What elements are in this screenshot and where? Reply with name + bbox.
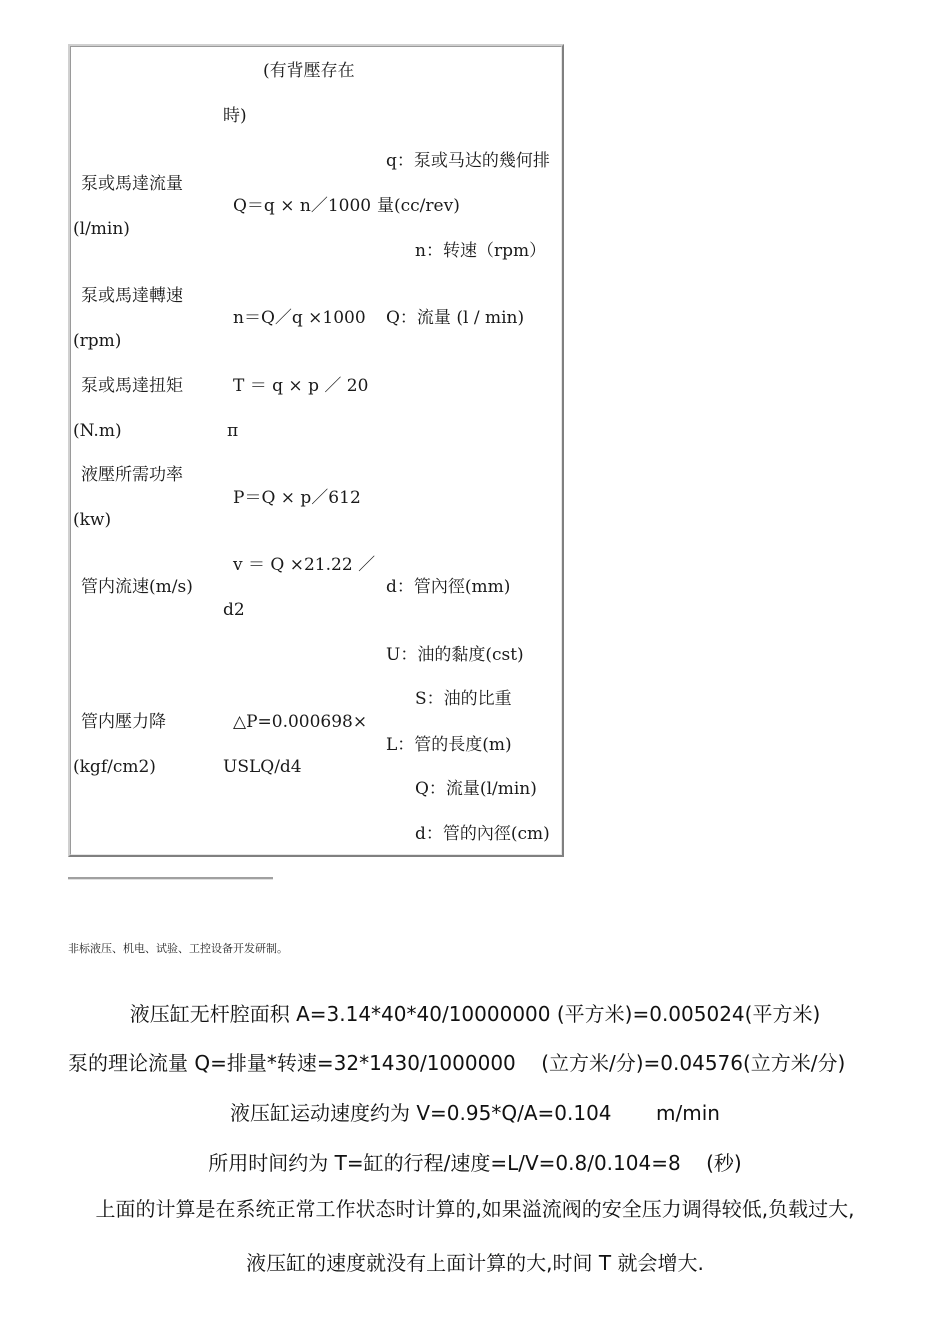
formula-table [68,44,564,857]
row-torque-name-line-2: (N.m) [73,421,122,441]
row-velocity-formula-line-1: v ＝ Q ×21.22 ／ [233,555,376,575]
horizontal-divider [68,877,273,880]
row-speed-name-line-1: 泵或馬達轉速 [81,286,183,306]
row-power-name-line-1: 液壓所需功率 [81,465,183,485]
row-torque-formula-line-1: T ＝ q × p ／ 20 [233,376,369,396]
row-pressure-drop-name-line-1: 管内壓力降 [81,712,166,732]
row-flow-note-3: n：转速（rpm） [415,241,547,261]
row-pressure-drop-note-3: L：管的長度(m) [386,735,512,755]
row-speed-name-line-2: (rpm) [73,331,122,351]
row-flow-formula: Q＝q × n／1000 [233,196,372,216]
calc-line-pump-flow: 泵的理论流量 Q=排量*转速=32*1430/1000000 (立方米/分)=0.04576(立方米/分) [68,1051,846,1075]
header-line-2: 時) [223,106,247,126]
row-power-formula: P＝Q × p／612 [233,488,361,508]
row-power-name-line-2: (kw) [73,510,112,530]
calc-line-area: 液压缸无杆腔面积 A=3.14*40*40/10000000 (平方米)=0.005024(平方米) [129,1002,821,1026]
row-flow-note-2: 量(cc/rev) [377,196,460,216]
row-torque-name-line-1: 泵或馬達扭矩 [81,376,183,396]
row-pressure-drop-name-line-2: (kgf/cm2) [73,757,156,777]
row-pressure-drop-formula-line-1: △P=0.000698× [233,712,368,732]
row-torque-formula-line-2: π [227,421,239,441]
calc-line-note-1: 上面的计算是在系统正常工作状态时计算的,如果溢流阀的安全压力调得较低,负载过大, [95,1197,855,1221]
calc-line-time: 所用时间约为 T=缸的行程/速度=L/V=0.8/0.104=8 (秒) [208,1151,742,1175]
calc-line-velocity: 液压缸运动速度约为 V=0.95*Q/A=0.104 m/min [230,1101,720,1125]
row-flow-name-line-1: 泵或馬達流量 [81,174,183,194]
row-velocity-name: 管内流速(m/s) [81,577,193,597]
calc-line-note-2: 液压缸的速度就没有上面计算的大,时间 T 就会增大. [246,1251,704,1275]
row-velocity-note-1: d：管內徑(mm) [386,577,511,597]
row-pressure-drop-note-5: d：管的內徑(cm) [415,824,550,844]
formula-table-inner-border [70,46,562,855]
row-flow-name-line-2: (l/min) [73,219,130,239]
row-speed-note-1: Q：流量 (l / min) [386,308,525,328]
row-pressure-drop-formula-line-2: USLQ/d4 [223,757,302,777]
footer-note: 非标液压、机电、试验、工控设备开发研制。 [68,942,288,955]
row-velocity-formula-line-2: d2 [223,600,245,620]
row-speed-formula: n＝Q／q ×1000 [233,308,366,328]
row-pressure-drop-note-4: Q：流量(l/min) [415,779,537,799]
row-flow-note-1: q：泵或马达的幾何排 [386,151,550,171]
row-pressure-drop-note-1: U：油的黏度(cst) [386,645,524,665]
header-line-1: (有背壓存在 [263,61,355,81]
row-pressure-drop-note-2: S：油的比重 [415,689,512,709]
